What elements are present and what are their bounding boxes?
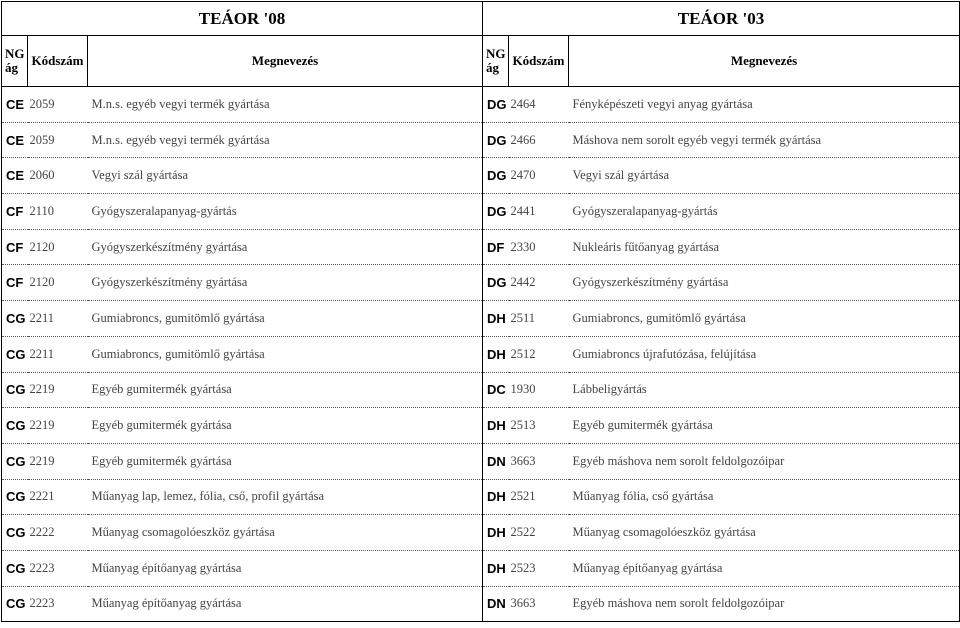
name-2003-cell: Műanyag csomagolóeszköz gyártása — [569, 515, 960, 551]
code-2003-cell: 2470 — [509, 158, 569, 194]
ng-2008-cell: CF — [2, 194, 28, 230]
name-2008-cell: Gumiabroncs, gumitömlő gyártása — [88, 336, 483, 372]
code-2003-cell: 2523 — [509, 550, 569, 586]
code-2008-cell: 2221 — [28, 479, 88, 515]
name-2003-cell: Nukleáris fűtőanyag gyártása — [569, 229, 960, 265]
ng-2008-cell: CG — [2, 586, 28, 622]
name-2003-cell: Máshova nem sorolt egyéb vegyi termék gyártása — [569, 122, 960, 158]
ng-2008-cell: CG — [2, 408, 28, 444]
code-2003-cell: 1930 — [509, 372, 569, 408]
ng-2003-cell: DH — [483, 336, 509, 372]
ng-2003-cell: DN — [483, 586, 509, 622]
teaor03-title: TEÁOR '03 — [483, 2, 960, 36]
table-row — [2, 194, 960, 230]
ng-2008-cell: CG — [2, 479, 28, 515]
name-2008-cell: M.n.s. egyéb vegyi termék gyártása — [88, 122, 483, 158]
name-2003-cell: Fényképészeti vegyi anyag gyártása — [569, 87, 960, 123]
ng-header-03: NG ág — [483, 36, 509, 87]
name-2008-cell: Egyéb gumitermék gyártása — [88, 408, 483, 444]
table-row — [2, 372, 960, 408]
name-2003-cell: Egyéb máshova nem sorolt feldolgozóipar — [569, 443, 960, 479]
code-2008-cell: 2219 — [28, 372, 88, 408]
ng-2003-cell: DC — [483, 372, 509, 408]
name-2008-cell: Gyógyszeralapanyag-gyártás — [88, 194, 483, 230]
table-row — [2, 87, 960, 123]
name-2003-cell: Gumiabroncs újrafutózása, felújítása — [569, 336, 960, 372]
ng-2003-cell: DG — [483, 158, 509, 194]
ng-2003-cell: DN — [483, 443, 509, 479]
code-2003-cell: 2442 — [509, 265, 569, 301]
ng-2003-cell: DH — [483, 301, 509, 337]
ng-2003-cell: DF — [483, 229, 509, 265]
ng-2008-cell: CE — [2, 158, 28, 194]
ng-2003-cell: DH — [483, 479, 509, 515]
code-2003-cell: 2522 — [509, 515, 569, 551]
code-2003-cell: 2330 — [509, 229, 569, 265]
name-2008-cell: Egyéb gumitermék gyártása — [88, 372, 483, 408]
teaor08-title: TEÁOR '08 — [2, 2, 483, 36]
ng-2008-cell: CG — [2, 301, 28, 337]
ng-2008-cell: CE — [2, 122, 28, 158]
name-header-08: Megnevezés — [88, 36, 483, 87]
name-2008-cell: Gyógyszerkészítmény gyártása — [88, 229, 483, 265]
ng-2008-cell: CG — [2, 550, 28, 586]
code-2003-cell: 2464 — [509, 87, 569, 123]
ng-2008-cell: CE — [2, 87, 28, 123]
code-2003-cell: 2521 — [509, 479, 569, 515]
table-row — [2, 479, 960, 515]
ng-2003-cell: DG — [483, 265, 509, 301]
name-2003-cell: Gumiabroncs, gumitömlő gyártása — [569, 301, 960, 337]
table-row — [2, 122, 960, 158]
code-header-08: Kódszám — [28, 36, 88, 87]
table-row — [2, 408, 960, 444]
ng-2008-cell: CG — [2, 443, 28, 479]
code-2008-cell: 2120 — [28, 265, 88, 301]
table-row — [2, 443, 960, 479]
ng-2008-cell: CF — [2, 229, 28, 265]
table-row — [2, 265, 960, 301]
table-row — [2, 158, 960, 194]
code-2008-cell: 2059 — [28, 87, 88, 123]
code-2003-cell: 2441 — [509, 194, 569, 230]
code-2003-cell: 2511 — [509, 301, 569, 337]
name-2003-cell: Műanyag építőanyag gyártása — [569, 550, 960, 586]
code-2008-cell: 2211 — [28, 336, 88, 372]
code-2008-cell: 2120 — [28, 229, 88, 265]
code-2003-cell: 2513 — [509, 408, 569, 444]
ng-2003-cell: DH — [483, 408, 509, 444]
name-2003-cell: Vegyi szál gyártása — [569, 158, 960, 194]
name-2003-cell: Műanyag fólia, cső gyártása — [569, 479, 960, 515]
ng-2003-cell: DG — [483, 122, 509, 158]
ng-2008-cell: CG — [2, 336, 28, 372]
teaor-mapping-table — [1, 1, 960, 622]
name-2003-cell: Egyéb máshova nem sorolt feldolgozóipar — [569, 586, 960, 622]
ng-2003-cell: DH — [483, 515, 509, 551]
code-2008-cell: 2110 — [28, 194, 88, 230]
name-2003-cell: Gyógyszerkészítmény gyártása — [569, 265, 960, 301]
code-2008-cell: 2222 — [28, 515, 88, 551]
table-row — [2, 336, 960, 372]
column-header-row — [2, 36, 960, 87]
code-2003-cell: 2512 — [509, 336, 569, 372]
table-row — [2, 586, 960, 622]
code-2008-cell: 2059 — [28, 122, 88, 158]
ng-2008-cell: CF — [2, 265, 28, 301]
name-2008-cell: Műanyag építőanyag gyártása — [88, 550, 483, 586]
ng-header-08: NG ág — [2, 36, 28, 87]
name-2008-cell: Műanyag építőanyag gyártása — [88, 586, 483, 622]
ng-2003-cell: DG — [483, 87, 509, 123]
name-2003-cell: Lábbeligyártás — [569, 372, 960, 408]
name-2008-cell: Műanyag lap, lemez, fólia, cső, profil gyártása — [88, 479, 483, 515]
code-2008-cell: 2060 — [28, 158, 88, 194]
name-2008-cell: Vegyi szál gyártása — [88, 158, 483, 194]
name-2008-cell: Gumiabroncs, gumitömlő gyártása — [88, 301, 483, 337]
code-2008-cell: 2211 — [28, 301, 88, 337]
code-2008-cell: 2219 — [28, 408, 88, 444]
title-row — [2, 2, 960, 36]
name-2003-cell: Gyógyszeralapanyag-gyártás — [569, 194, 960, 230]
name-2008-cell: Gyógyszerkészítmény gyártása — [88, 265, 483, 301]
code-2008-cell: 2219 — [28, 443, 88, 479]
code-2008-cell: 2223 — [28, 586, 88, 622]
name-header-03: Megnevezés — [569, 36, 960, 87]
ng-2003-cell: DH — [483, 550, 509, 586]
code-2008-cell: 2223 — [28, 550, 88, 586]
table-row — [2, 229, 960, 265]
table-row — [2, 515, 960, 551]
name-2008-cell: M.n.s. egyéb vegyi termék gyártása — [88, 87, 483, 123]
ng-2008-cell: CG — [2, 515, 28, 551]
table-row — [2, 550, 960, 586]
name-2003-cell: Egyéb gumitermék gyártása — [569, 408, 960, 444]
code-2003-cell: 2466 — [509, 122, 569, 158]
name-2008-cell: Műanyag csomagolóeszköz gyártása — [88, 515, 483, 551]
ng-2003-cell: DG — [483, 194, 509, 230]
code-2003-cell: 3663 — [509, 443, 569, 479]
name-2008-cell: Egyéb gumitermék gyártása — [88, 443, 483, 479]
code-header-03: Kódszám — [509, 36, 569, 87]
table-row — [2, 301, 960, 337]
ng-2008-cell: CG — [2, 372, 28, 408]
code-2003-cell: 3663 — [509, 586, 569, 622]
